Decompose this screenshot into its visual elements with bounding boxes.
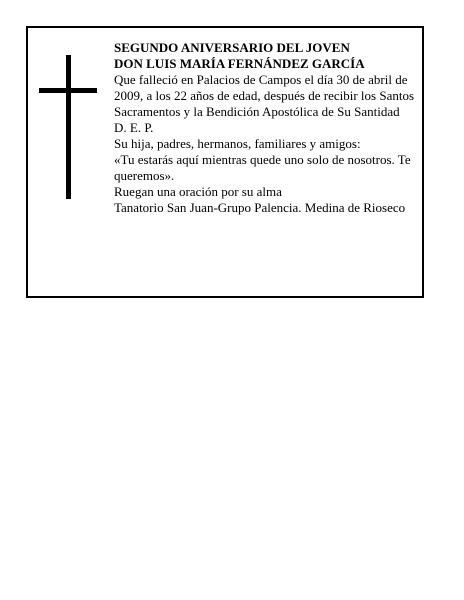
funeral-home-text: Tanatorio San Juan-Grupo Palencia. Medina de Rioseco bbox=[114, 200, 406, 215]
obituary-notice bbox=[26, 26, 424, 298]
quote-line-1: «Tu estarás aquí mientras quede uno solo de nosotros. Te bbox=[114, 152, 411, 167]
notice-title-line-1: SEGUNDO ANIVERSARIO DEL JOVEN bbox=[114, 40, 350, 55]
cross-icon bbox=[39, 55, 97, 199]
dep-text: D. E. P. bbox=[114, 120, 154, 135]
cross-vertical-bar bbox=[66, 55, 71, 199]
family-text: Su hija, padres, hermanos, familiares y amigos: bbox=[114, 136, 361, 151]
prayer-text: Ruegan una oración por su alma bbox=[114, 184, 282, 199]
notice-text bbox=[114, 40, 422, 216]
quote-line-2: queremos». bbox=[114, 168, 175, 183]
cross-horizontal-bar bbox=[39, 88, 97, 93]
notice-title-line-2: DON LUIS MARÍA FERNÁNDEZ GARCÍA bbox=[114, 56, 365, 71]
death-details: Que falleció en Palacios de Campos el día 30 de abril de 2009, a los 22 años de edad, después de recibir los Santos Sacramentos y la Bendición Apostólica de Su Santidad bbox=[114, 72, 415, 119]
